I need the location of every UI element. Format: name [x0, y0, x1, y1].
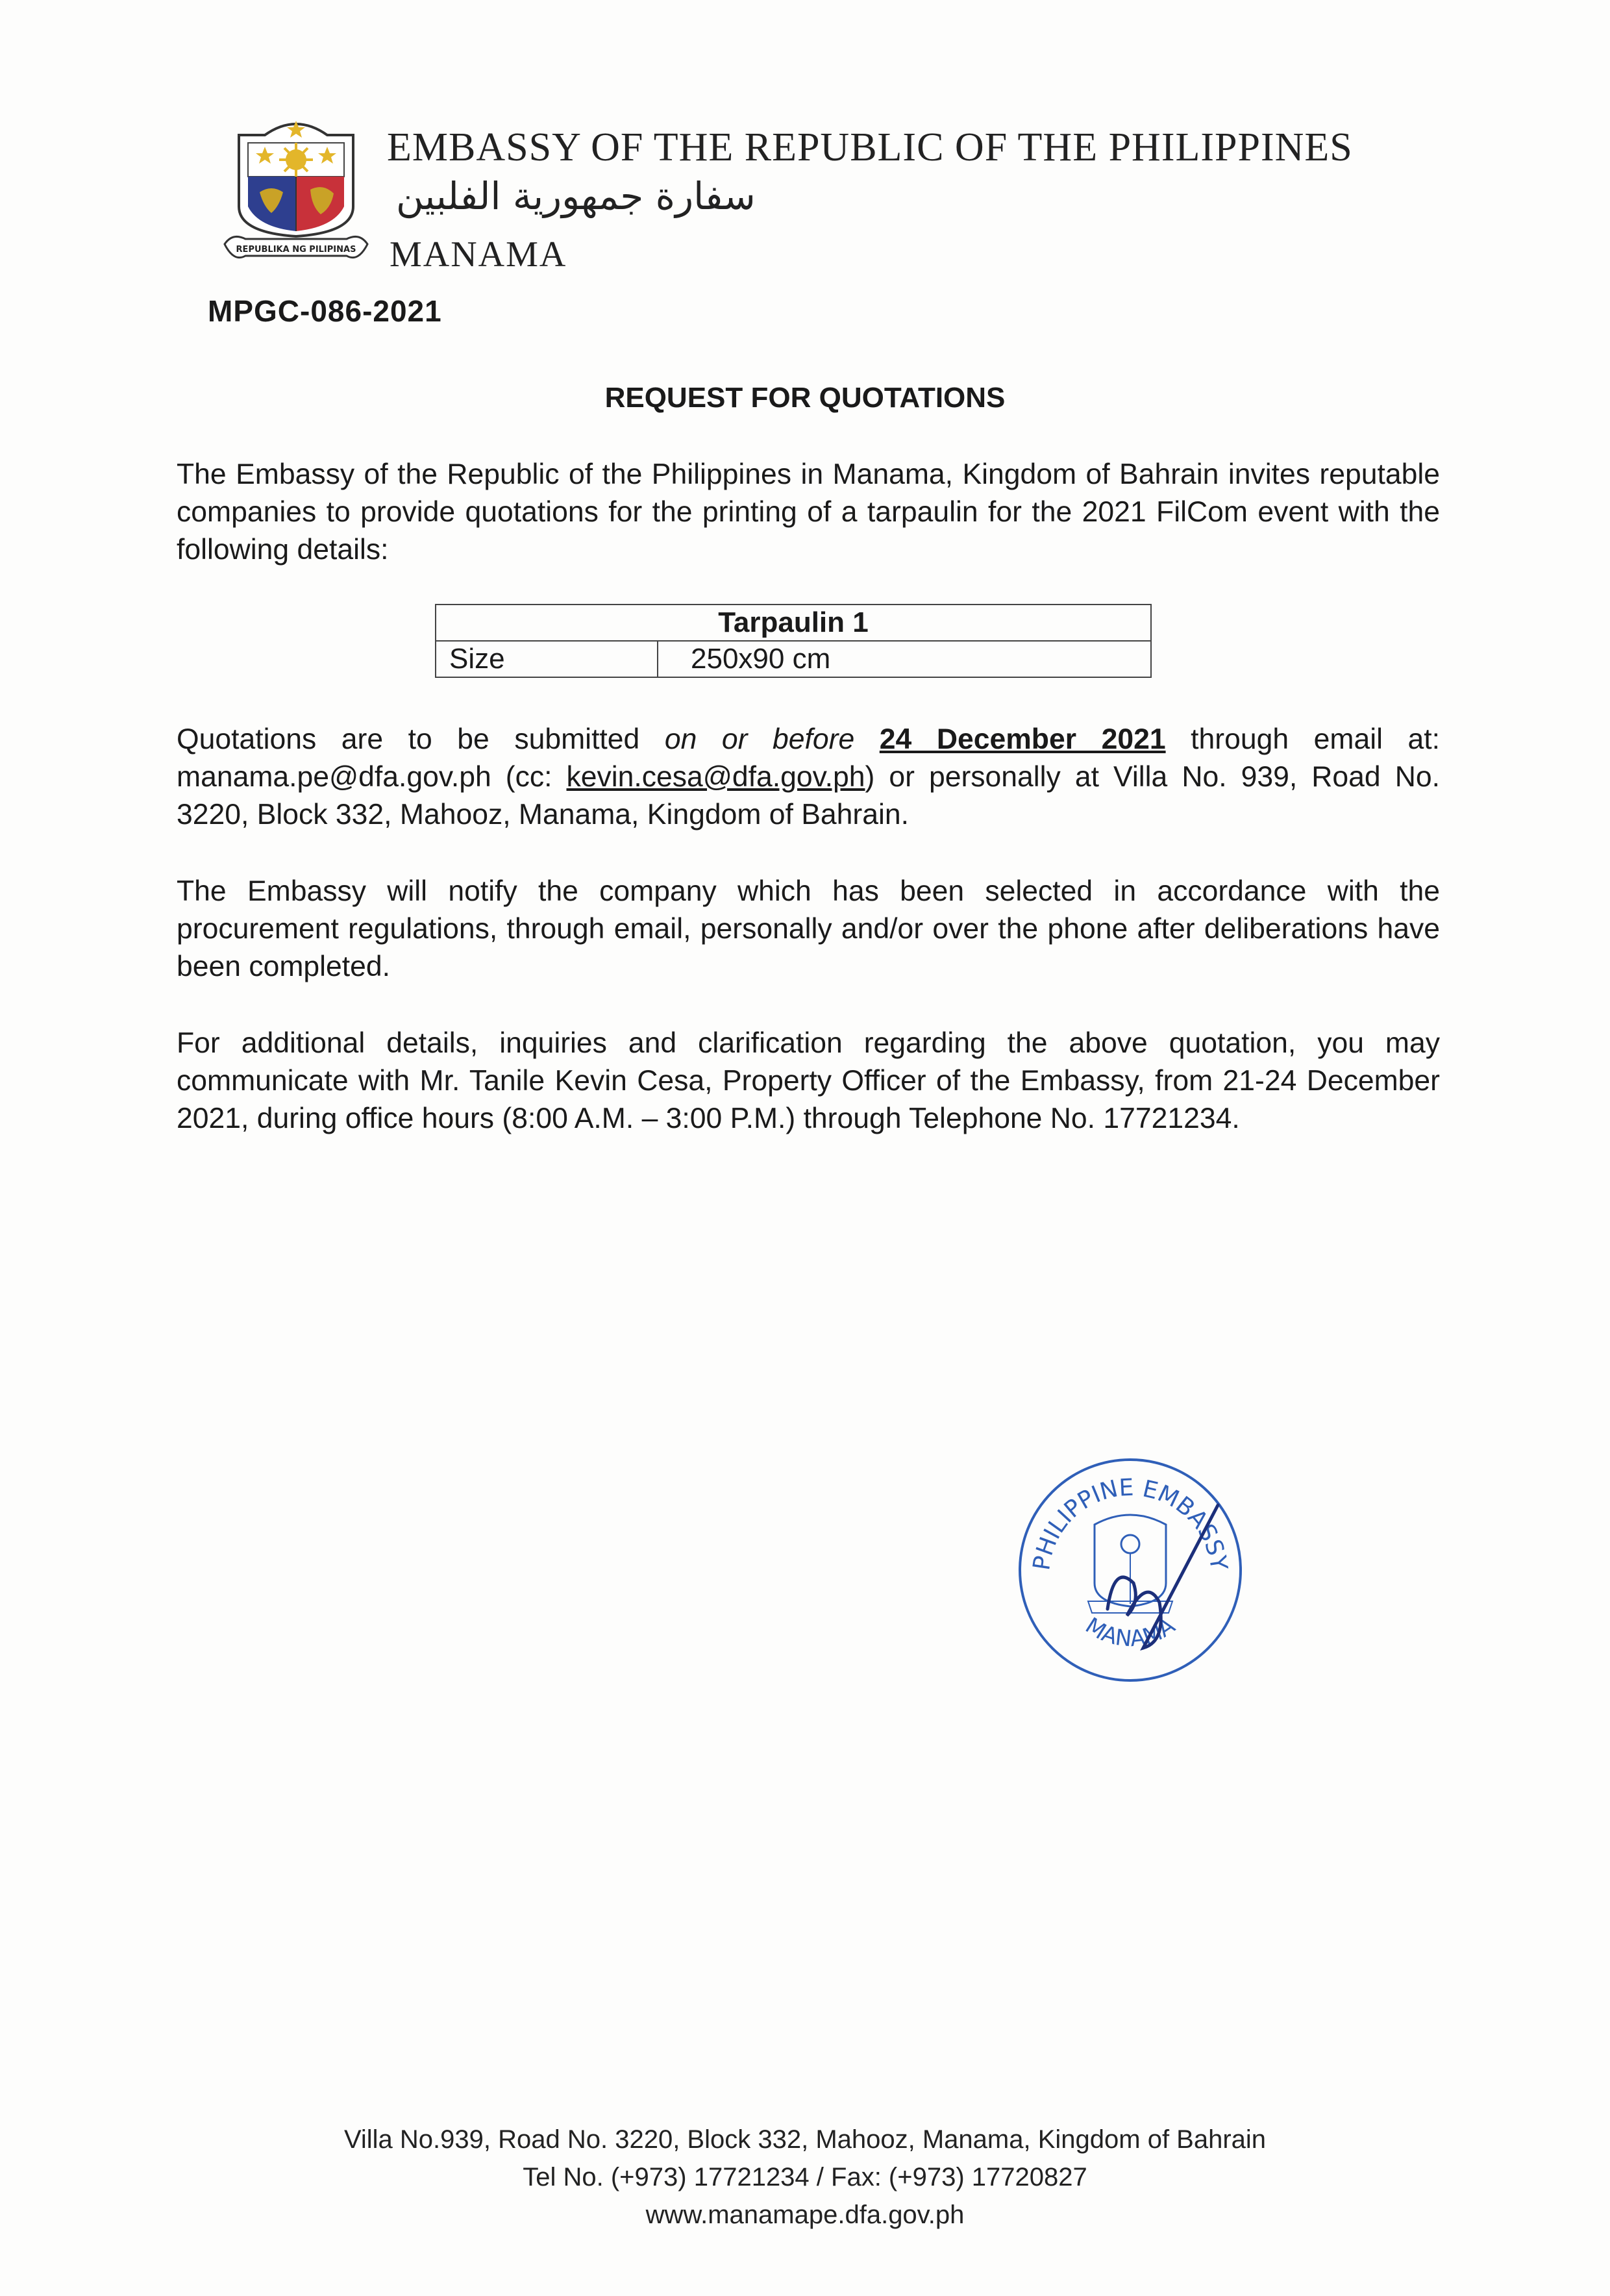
footer	[0, 2121, 1610, 2234]
document-title: REQUEST FOR QUOTATIONS	[604, 382, 1006, 414]
embassy-stamp	[1010, 1453, 1250, 1687]
spec-label: Size	[436, 641, 658, 677]
submission-tail: ) or personally at Villa No. 939, Road No. 3220, Block 332, Mahooz, Manama, Kingdom of Bahrain.	[177, 761, 1440, 830]
cc-email-link[interactable]: kevin.cesa@dfa.gov.ph	[566, 761, 865, 793]
contact-paragraph: For additional details, inquiries and clarification regarding the above quotation, you may communicate with Mr. Tanile Kevin Cesa, Property Officer of the Embassy, from 21-24 December 2021, during office hours (8:00 A.M. – 3:00 P.M.) through Telephone No. 17721234.	[177, 1027, 1440, 1134]
table-row	[436, 641, 1151, 677]
footer-website[interactable]: www.manamape.dfa.gov.ph	[645, 2201, 965, 2229]
submission-lead: Quotations are to be submitted	[177, 723, 640, 755]
footer-phone-fax: Tel No. (+973) 17721234 / Fax: (+973) 17720827	[523, 2163, 1087, 2191]
submission-paragraph	[177, 721, 1440, 834]
spec-table	[435, 604, 1152, 678]
seal-ribbon-text: REPUBLIKA NG PILIPINAS	[236, 245, 356, 255]
coat-of-arms-icon	[219, 109, 373, 291]
reference-number: MPGC-086-2021	[208, 294, 442, 328]
intro-paragraph: The Embassy of the Republic of the Philippines in Manama, Kingdom of Bahrain invites reputable companies to provide quotations for the printing of a tarpaulin for the 2021 FilCom event with the following details:	[177, 458, 1440, 566]
letterhead-title-arabic: سفارة جمهورية الفلبين	[396, 174, 756, 218]
spec-table-header: Tarpaulin 1	[436, 605, 1151, 641]
deadline-date: 24 December 2021	[879, 723, 1166, 755]
spec-value: 250x90 cm	[658, 641, 1151, 677]
notice-paragraph: The Embassy will notify the company which has been selected in accordance with the procurement regulations, through email, personally and/or over the phone after deliberations have been completed.	[177, 875, 1440, 982]
stamp-bottom-text: MANAMA	[1080, 1612, 1180, 1653]
letterhead-title: EMBASSY OF THE REPUBLIC OF THE PHILIPPINES	[387, 125, 1353, 169]
spec-table-header-row	[436, 605, 1151, 641]
letterhead-city: MANAMA	[390, 234, 567, 275]
footer-address: Villa No.939, Road No. 3220, Block 332, Mahooz, Manama, Kingdom of Bahrain	[343, 2125, 1267, 2154]
deadline-phrase: on or before	[664, 723, 855, 755]
stamp-top-text: PHILIPPINE EMBASSY	[1028, 1474, 1232, 1573]
submission-middle: through email at: manama.pe@dfa.gov.ph (cc:	[177, 723, 1441, 793]
